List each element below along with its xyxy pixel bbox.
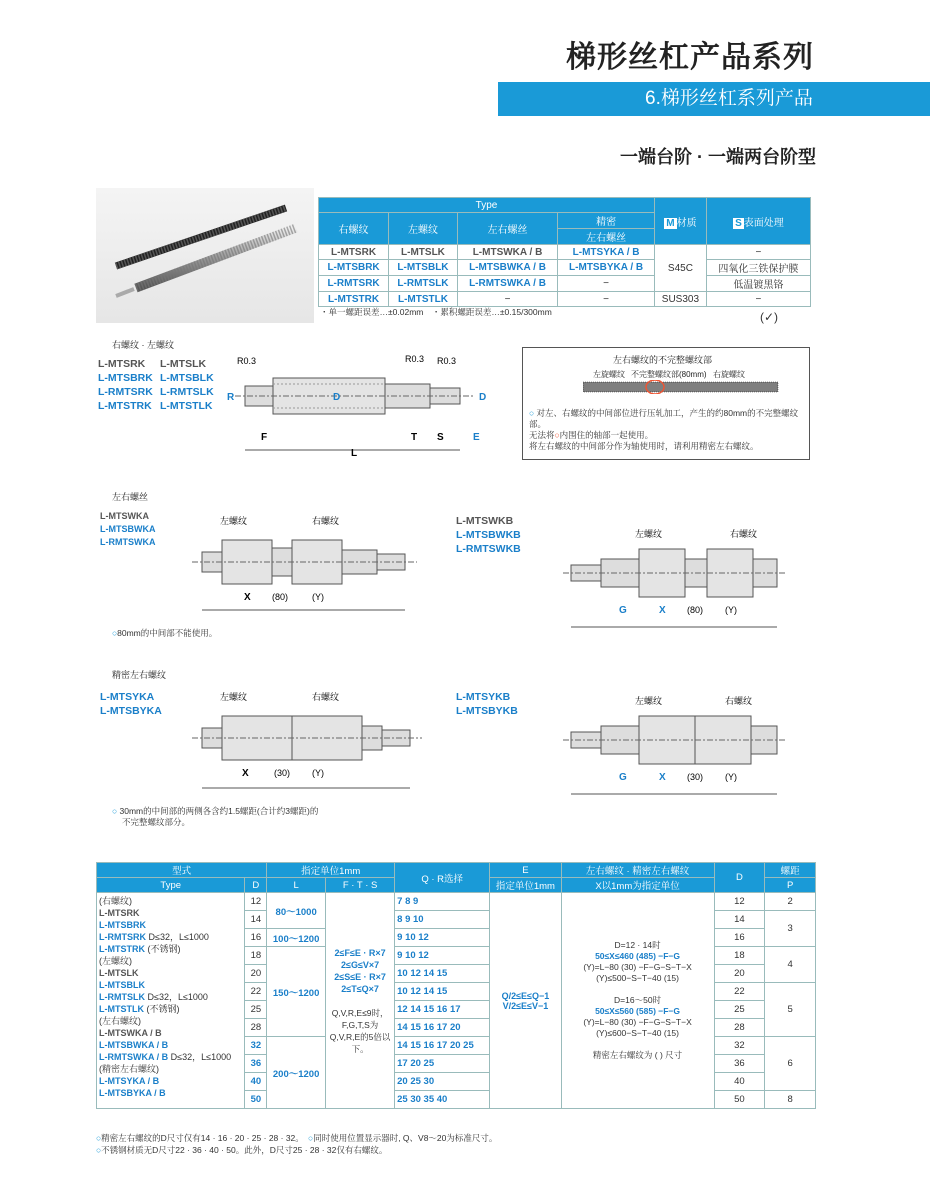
model-cell: (右螺纹) L-MTSRK L-MTSBRK L-RMTSRK D≤32，L≤1000 L-MTSTRK (不锈钢) (左螺纹) L-MTSLK L-MTSBLK L-RMTSLK D≤32，L≤1000 L-MTSTLK (不锈钢) (左右螺纹) L-MTSWKA / B L-MTSBWKA / B L-RMTSWKA / B D≤32，L≤1000 (精密左右螺纹) L-MTSYKA / B L-MTSBYKA / B: [97, 893, 245, 1109]
section2-heading: 左右螺丝: [112, 492, 149, 502]
warn-text4: 将左右螺纹的中间部分作为轴使用时，请利用精密左右螺纹。: [529, 441, 759, 451]
section2-drawing-a: [172, 512, 442, 622]
svg-text:(30): (30): [274, 768, 291, 778]
svg-text:R: R: [227, 392, 235, 403]
svg-text:L: L: [351, 448, 358, 459]
svg-text:右螺纹: 右螺纹: [725, 696, 753, 706]
warn-left: 左旋螺纹: [593, 370, 625, 379]
spec-table: 型式 指定单位1mm Q · R选择 E 左右螺纹 · 精密左右螺纹 D 螺距 Type D L F · T · S 指定单位1mm X以1mm为指定单位 P (右螺纹) L-MTSRK L-MTSBRK L-RMTSRK D≤32，L≤1000 L-MTSTRK (不锈钢) (左螺纹) L-MTSLK L-MTSBLK L-RMTSLK D≤32，L≤1000 L-MTSTLK (不锈钢) (左右螺纹) L-MTSWKA / B L-MTSBWKA / B L-RMTSWKA / B D≤32，L≤1000 (精密左右螺纹) L-MTSYKA / B L-MTSBYKA / B 12 80～1000 2≤F≤E · R×7 2≤G≤V×7 2≤S≤E · R×7 2≤T≤Q×7 Q,V,R,E≤9时，F,G,T,S为Q,V,R,E的5倍以下。 7 8 9 Q/2≤E≤Q−1 V/2≤E≤V−1 D=12 · 14时 50≤X≤460 (485) −F−G (Y)=L−80 (30) −F−G−S−T−X (Y)≤500−S−T−40 (15) D=16～50时 50≤X≤560 (585) −F−G (Y)=L−80 (30) −F−G−S−T−X (Y)≤600−S−T−40 (15) 精密左右螺纹为 ( ) 尺寸 12 2 14 8 9 10 14 3 16 100～1200 9 10 12 16 18 150～1200 9 10 12 18 4 20 10 12 14 15 20 22 10 12 14 15 22 5 25 12 14 15 16 17 25 28 14 15 16 17 20 28 32 200～1200 14 15 16 17 20 25 32 6 36 17 20 25 36 40 20 25 30 40 50 25 30 35 40 50 8: [96, 862, 816, 1109]
svg-text:E: E: [473, 432, 480, 443]
svg-text:F: F: [261, 432, 268, 443]
svg-text:(30): (30): [687, 772, 704, 782]
section1-drawing: [225, 350, 505, 460]
col-left: 左螺纹: [389, 213, 458, 245]
section2-note: ○80mm的中间部不能使用。: [112, 628, 218, 638]
section3-heading: 精密左右螺纹: [112, 670, 167, 680]
col-lr: 左右螺丝: [457, 213, 557, 245]
svg-text:左螺纹: 左螺纹: [220, 516, 248, 526]
svg-text:T: T: [411, 432, 418, 443]
section2-parts-a: L-MTSWKA L-MTSBWKA L-RMTSWKA: [100, 511, 156, 547]
surface-header: S 表面处理: [706, 198, 810, 245]
section1-parts: L-MTSRK L-MTSLK L-MTSBRK L-MTSBLK L-RMTSRK L-RMTSLK L-MTSTRK L-MTSTLK: [98, 358, 214, 412]
svg-text:X: X: [242, 768, 249, 779]
svg-text:右螺纹: 右螺纹: [312, 516, 340, 526]
section3-drawing-a: [172, 688, 442, 800]
svg-text:X: X: [244, 592, 251, 603]
svg-text:(Y): (Y): [312, 592, 324, 602]
warn-title: 左右螺纹的不完整螺纹部: [613, 355, 713, 365]
svg-text:(80): (80): [687, 605, 704, 615]
svg-text:D: D: [479, 392, 487, 403]
lead-screw-image: [96, 188, 314, 323]
footer-notes: ○精密左右螺纹的D尺寸仅有14 · 16 · 20 · 25 · 28 · 32。 ○同时使用位置显示器时, Q、V8～20为标准尺寸。 ○不锈钢材质无D尺寸22 · 36 · 40 · 50。此外，D尺寸25 · 28 · 32仅有右螺纹。: [96, 1133, 498, 1155]
svg-text:左螺纹: 左螺纹: [635, 529, 663, 539]
section3-drawing-b: [535, 688, 805, 803]
section1-heading: 右螺纹 · 左螺纹: [112, 340, 174, 350]
section2-parts-b: L-MTSWKB L-MTSBWKB L-RMTSWKB: [456, 515, 521, 555]
tolerance-note: ・单一螺距误差…±0.02mm ・累积螺距误差…±0.15/300mm: [320, 307, 552, 317]
table-row: L-MTSTRK L-MTSTLK − − SUS303 −: [319, 292, 811, 307]
svg-text:G: G: [619, 772, 627, 783]
page-subtitle: 一端台阶 · 一端两台阶型: [620, 147, 816, 167]
material-icon: M: [666, 217, 675, 229]
table-row: L-MTSRK L-MTSLK L-MTSWKA / B L-MTSYKA / B S45C −: [319, 245, 811, 260]
col-right: 右螺纹: [319, 213, 389, 245]
col-precise: 精密: [558, 213, 655, 229]
thread-bar: [583, 380, 783, 394]
svg-text:右螺纹: 右螺纹: [730, 529, 758, 539]
section3-parts-b: L-MTSYKB L-MTSBYKB: [456, 691, 518, 717]
svg-text:G: G: [619, 605, 627, 616]
type-header: Type: [319, 198, 655, 213]
svg-text:(Y): (Y): [725, 772, 737, 782]
incomplete-thread-box: 左右螺纹的不完整螺纹部 左旋螺纹 不完整螺纹部(80mm) 右旋螺纹 ○ 对左、右螺纹的中间部位进行压轧加工，产生的约80mm的不完整螺纹部。 无法将○内围住的轴部一起使用。 将左右螺纹的中间部分作为轴使用时，请利用精密左右螺纹。: [522, 347, 810, 460]
svg-text:D: D: [333, 392, 341, 403]
x-cell: D=12 · 14时 50≤X≤460 (485) −F−G (Y)=L−80 (30) −F−G−S−T−X (Y)≤500−S−T−40 (15) D=16～50时 50≤X≤560 (585) −F−G (Y)=L−80 (30) −F−G−S−T−X (Y)≤600−S−T−40 (15) 精密左右螺纹为 ( ) 尺寸: [561, 893, 714, 1109]
surface-icon: S: [735, 217, 742, 229]
svg-text:X: X: [659, 605, 666, 616]
warn-text1: 对左、右螺纹的中间部位进行压轧加工，产生的约80mm的不完整螺纹部。: [529, 408, 799, 429]
svg-text:(Y): (Y): [725, 605, 737, 615]
section2-drawing-b: [535, 515, 805, 635]
material-header: M 材质: [655, 198, 707, 245]
svg-text:R0.3: R0.3: [437, 356, 457, 366]
product-photo: [96, 188, 314, 323]
section3-note: ○ 30mm的中间部的两侧各含约1.5螺距(合计约3螺距)的 不完整螺纹部分。: [112, 806, 319, 827]
col-precise-sub: 左右螺丝: [558, 229, 655, 245]
svg-text:R0.3: R0.3: [237, 356, 257, 366]
svg-text:X: X: [659, 772, 666, 783]
table-row: L-MTSBRK L-MTSBLK L-MTSBWKA / B L-MTSBYKA / B 四氧化三铁保护膜: [319, 260, 811, 276]
warn-mid: 不完整螺纹部(80mm): [631, 370, 707, 379]
section-banner: 6.梯形丝杠系列产品: [498, 82, 930, 116]
section3-parts-a: L-MTSYKA L-MTSBYKA: [100, 691, 162, 717]
table-row: L-RMTSRK L-RMTSLK L-RMTSWKA / B − 低温镀黑铬: [319, 276, 811, 292]
e-cell: Q/2≤E≤Q−1 V/2≤E≤V−1: [490, 893, 561, 1109]
warn-right: 右旋螺纹: [713, 370, 745, 379]
svg-text:S: S: [437, 432, 444, 443]
svg-text:R0.3: R0.3: [405, 354, 425, 364]
svg-text:(Y): (Y): [312, 768, 324, 778]
svg-text:(80): (80): [272, 592, 289, 602]
page-title: 梯形丝杠产品系列: [566, 41, 814, 74]
type-table: [318, 197, 811, 307]
finish-mark: (✓): [760, 310, 779, 324]
svg-text:右螺纹: 右螺纹: [312, 692, 340, 702]
svg-text:左螺纹: 左螺纹: [635, 696, 663, 706]
svg-text:左螺纹: 左螺纹: [220, 692, 248, 702]
fts-cell: 2≤F≤E · R×7 2≤G≤V×7 2≤S≤E · R×7 2≤T≤Q×7 Q,V,R,E≤9时，F,G,T,S为Q,V,R,E的5倍以下。: [326, 893, 395, 1109]
